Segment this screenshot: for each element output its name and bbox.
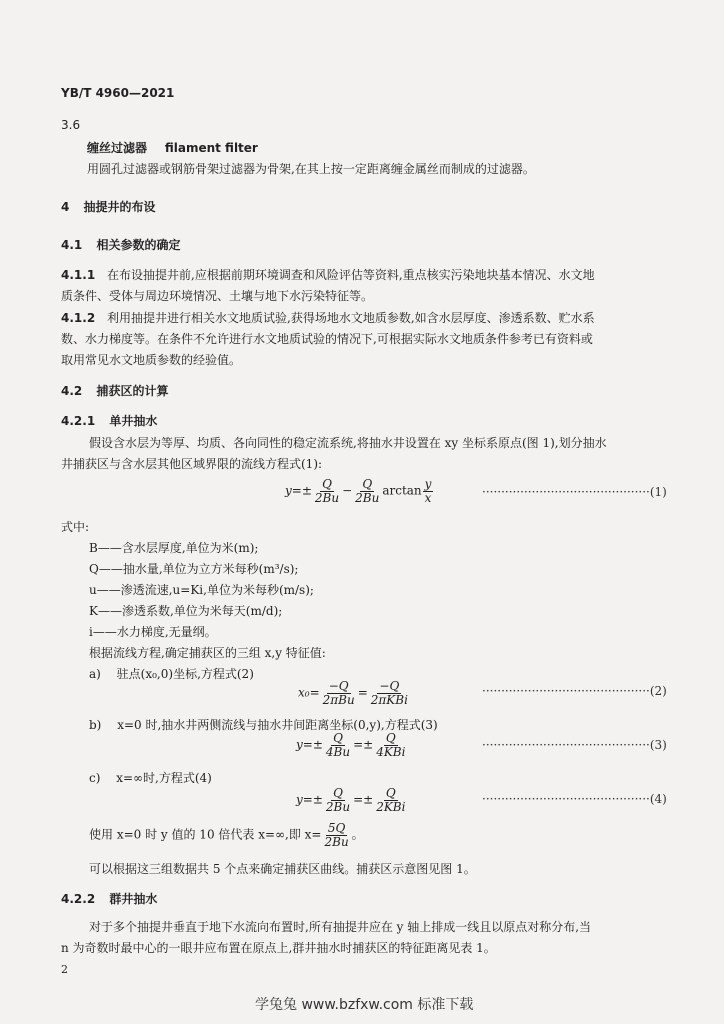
item-c-text: x=∞时,方程式(4) — [116, 771, 212, 785]
watermark: 学兔兔 www.bzfxw.com 标准下载 — [255, 997, 474, 1013]
section-4-2-2-number: 4.2.2 — [61, 892, 96, 906]
term-cn: 缠丝过滤器 — [87, 141, 148, 155]
curve-line: 可以根据这三组数据共 5 个点来确定捕获区曲线。捕获区示意图见图 1。 — [89, 862, 476, 876]
standard-number: YB/T 4960—2021 — [61, 86, 175, 100]
eq1-label: (1) — [649, 485, 667, 499]
eq1-den-3: x — [424, 490, 432, 505]
para-4-1-2-text: 利用抽提井进行相关水文地质试验,获得场地水文地质参数,如含水层厚度、渗透系数、贮水系 — [107, 311, 595, 325]
item-c — [89, 769, 212, 786]
eq4-label: (4) — [649, 792, 667, 806]
eq4-lhs: y=± — [296, 792, 323, 807]
eq1-den-2: 2Bu — [355, 490, 380, 505]
eq1-frac-2 — [353, 478, 381, 504]
eq3-num-1: Q — [333, 731, 343, 745]
section-4-2-heading — [61, 382, 168, 399]
eq2-frac-2 — [369, 680, 410, 706]
para-4-2-1-line1: 假设含水层为等厚、均质、各向同性的稳定流系统,将抽水井设置在 xy 坐标系原点(图 1),划分抽水 — [89, 436, 607, 450]
eq2-num-1: −Q — [328, 679, 349, 693]
eq4-leader: ············································(4) — [482, 792, 667, 806]
eq2-frac-1 — [321, 680, 357, 706]
def-k: K——渗透系数,单位为米每天(m/d); — [89, 604, 283, 618]
eq1-num-3: y — [424, 477, 432, 491]
use-line-text: 使用 x=0 时 y 值的 10 倍代表 x=∞,即 x= — [89, 827, 322, 842]
para-4-1-2-line3: 取用常见水文地质参数的经验值。 — [61, 353, 242, 367]
eq3-den-2: 4KBi — [376, 744, 406, 759]
def-u: u——渗透流速,u=Ki,单位为米每秒(m/s); — [89, 583, 314, 597]
para-4-1-2-line1 — [61, 309, 595, 326]
after-defs: 根据流线方程,确定捕获区的三组 x,y 特征值: — [89, 646, 326, 660]
section-4-title: 抽提井的布设 — [83, 200, 156, 214]
eq2-label: (2) — [649, 684, 667, 698]
page-number: 2 — [61, 963, 68, 976]
section-4-1-2-number: 4.1.2 — [61, 311, 96, 325]
eq1-leader: ············································(1) — [482, 485, 667, 499]
eq1-lhs: y=± — [285, 483, 312, 498]
equation-2 — [298, 680, 411, 706]
section-4-2-2-title: 群井抽水 — [109, 892, 158, 906]
use-line-frac — [322, 822, 350, 848]
section-4-heading — [61, 198, 156, 215]
eq2-equals: = — [357, 685, 368, 700]
eq4-frac-2 — [374, 787, 407, 813]
eq1-frac-3 — [423, 478, 434, 504]
term-en: filament filter — [164, 141, 258, 155]
section-4-2-number: 4.2 — [61, 384, 83, 398]
eq4-den-2: 2KBi — [376, 799, 406, 814]
eq2-lhs: x₀= — [298, 685, 320, 700]
eq1-frac-1 — [313, 478, 341, 504]
eq2-num-2: −Q — [379, 679, 400, 693]
section-4-2-1-number: 4.2.1 — [61, 414, 96, 428]
eq3-num-2: Q — [385, 731, 396, 745]
section-4-2-2-heading — [61, 890, 157, 907]
eq3-leader: ············································(3) — [482, 738, 667, 752]
section-3-6-number: 3.6 — [61, 118, 81, 132]
para-4-1-1-text: 在布设抽提井前,应根据前期环境调查和风险评估等资料,重点核实污染地块基本情况、水文地 — [107, 268, 595, 282]
para-4-2-2-line2: n 为奇数时最中心的一眼井应布置在原点上,群井抽水时捕获区的特征距离见表 1。 — [61, 941, 496, 955]
para-4-2-2-line1: 对于多个抽提井垂直于地下水流向布置时,所有抽提井应在 y 轴上排成一线且以原点对称分布,当 — [89, 920, 592, 934]
equation-3 — [296, 732, 408, 758]
def-q: Q——抽水量,单位为立方米每秒(m³/s); — [89, 562, 299, 576]
section-4-1-heading — [61, 236, 180, 253]
eq3-equals: =± — [353, 737, 374, 752]
section-4-1-title: 相关参数的确定 — [96, 238, 181, 252]
eq2-den-2: 2πKBi — [370, 692, 408, 707]
eq1-num-1: Q — [322, 477, 332, 491]
item-c-marker: c) — [89, 771, 101, 785]
section-4-2-1-title: 单井抽水 — [109, 414, 158, 428]
use-line — [89, 822, 364, 848]
para-4-1-2-line2: 数、水力梯度等。在条件不允许进行水文地质试验的情况下,可根据实际水文地质条件参考已有资料或 — [61, 332, 593, 346]
use-line-end: 。 — [351, 827, 364, 842]
item-b-marker: b) — [89, 718, 102, 732]
term-heading — [87, 139, 258, 156]
section-4-2-title: 捕获区的计算 — [96, 384, 169, 398]
para-4-1-1-line2: 质条件、受体与周边环境情况、土壤与地下水污染特征等。 — [61, 289, 374, 303]
use-line-num: 5Q — [327, 821, 346, 835]
eq2-leader: ············································(2) — [482, 684, 667, 698]
eq3-lhs: y=± — [296, 737, 323, 752]
para-4-2-1-line2: 井捕获区与含水层其他区域界限的流线方程式(1): — [61, 457, 323, 471]
equation-1 — [285, 478, 434, 504]
eq2-den-1: 2πBu — [322, 692, 355, 707]
eq1-num-2: Q — [362, 477, 373, 491]
eq1-den-1: 2Bu — [314, 490, 340, 505]
eq4-equals: =± — [353, 792, 374, 807]
def-i: i——水力梯度,无量纲。 — [89, 625, 217, 639]
eq4-frac-1 — [324, 787, 352, 813]
section-4-1-1-number: 4.1.1 — [61, 268, 96, 282]
eq4-num-2: Q — [385, 786, 396, 800]
item-a — [89, 665, 254, 682]
item-a-text: 驻点(x₀,0)坐标,方程式(2) — [116, 667, 254, 681]
eq3-frac-2 — [374, 732, 407, 758]
def-b: B——含水层厚度,单位为米(m); — [89, 541, 259, 555]
eq3-den-1: 4Bu — [325, 744, 351, 759]
para-4-1-1-line1 — [61, 266, 595, 283]
eq1-arctan: arctan — [382, 483, 422, 498]
use-line-den: 2Bu — [324, 834, 349, 849]
where-label: 式中: — [61, 520, 90, 534]
eq3-frac-1 — [324, 732, 352, 758]
term-definition: 用圆孔过滤器或钢筋骨架过滤器为骨架,在其上按一定距离缠金属丝而制成的过滤器。 — [87, 162, 535, 176]
eq1-minus: − — [342, 483, 353, 498]
eq4-num-1: Q — [333, 786, 343, 800]
item-a-marker: a) — [89, 667, 101, 681]
section-4-2-1-heading — [61, 412, 157, 429]
section-4-number: 4 — [61, 200, 70, 214]
eq3-label: (3) — [649, 738, 667, 752]
item-b-text: x=0 时,抽水井两侧流线与抽水井间距离坐标(0,y),方程式(3) — [117, 718, 438, 732]
eq4-den-1: 2Bu — [325, 799, 351, 814]
equation-4 — [296, 787, 408, 813]
section-4-1-number: 4.1 — [61, 238, 83, 252]
